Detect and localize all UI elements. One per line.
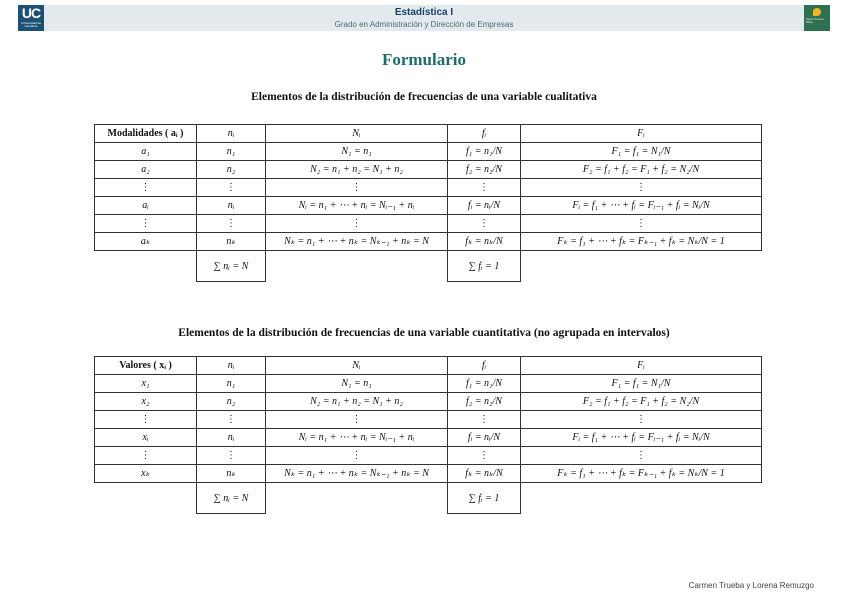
sum-f-cell: ∑ fᵢ = 1 [448, 251, 521, 282]
table-cell: F₁ = f₁ = N₁/N [521, 375, 762, 393]
ellipsis-cell: ⋮ [448, 411, 521, 429]
table-cell: f₂ = n₂/N [448, 393, 521, 411]
table-row [95, 161, 762, 179]
ellipsis-cell: ⋮ [95, 179, 197, 197]
quantitative-table [94, 356, 762, 514]
ellipsis-cell: ⋮ [521, 411, 762, 429]
header-cell: Fᵢ [521, 357, 762, 375]
leaf-icon [813, 8, 821, 16]
table-cell: xₖ [95, 465, 197, 483]
table-cell: n₁ [197, 375, 266, 393]
header-bar [18, 5, 830, 31]
ellipsis-cell: ⋮ [197, 411, 266, 429]
header-cell: Fᵢ [521, 125, 762, 143]
ellipsis-cell: ⋮ [266, 447, 448, 465]
table-cell: N₁ = n₁ [266, 375, 448, 393]
header-cell: Modalidades ( aᵢ ) [95, 125, 197, 143]
ellipsis-cell: ⋮ [448, 215, 521, 233]
ellipsis-cell: ⋮ [266, 411, 448, 429]
table-cell: F₂ = f₁ + f₂ = F₁ + f₂ = N₂/N [521, 393, 762, 411]
ellipsis-cell: ⋮ [521, 215, 762, 233]
sum-f-cell: ∑ fᵢ = 1 [448, 483, 521, 514]
table-row [95, 179, 762, 197]
footer-authors: Carmen Trueba y Lorena Remuzgo [688, 581, 814, 590]
uc-logo: UC Universidad de Cantabria [18, 5, 44, 31]
table-cell: Fₖ = f₁ + ⋯ + fₖ = Fₖ₋₁ + fₖ = Nₖ/N = 1 [521, 465, 762, 483]
table-row [95, 411, 762, 429]
page-title: Formulario [381, 50, 467, 69]
table-row [95, 143, 762, 161]
table-cell: Nₖ = n₁ + ⋯ + nₖ = Nₖ₋₁ + nₖ = N [266, 465, 448, 483]
ellipsis-cell: ⋮ [197, 179, 266, 197]
ellipsis-cell: ⋮ [95, 215, 197, 233]
table-row [95, 215, 762, 233]
ellipsis-cell: ⋮ [266, 179, 448, 197]
ellipsis-cell: ⋮ [95, 411, 197, 429]
header-cell: Nᵢ [266, 357, 448, 375]
table-cell: n₂ [197, 161, 266, 179]
table-cell: n₂ [197, 393, 266, 411]
table-cell: aₖ [95, 233, 197, 251]
table-cell: n₁ [197, 143, 266, 161]
table-cell: nₖ [197, 465, 266, 483]
table-header-row [95, 357, 762, 375]
header-cell: fᵢ [448, 125, 521, 143]
table-header-row [95, 125, 762, 143]
table-cell: N₁ = n₁ [266, 143, 448, 161]
table-cell: N₂ = n₁ + n₂ = N₁ + n₂ [266, 161, 448, 179]
table-cell: fᵢ = nᵢ/N [448, 197, 521, 215]
header-cell: nᵢ [197, 125, 266, 143]
table-cell: f₁ = n₁/N [448, 143, 521, 161]
table-cell: a₁ [95, 143, 197, 161]
ellipsis-cell: ⋮ [95, 447, 197, 465]
quantitative-section-title: Elementos de la distribución de frecuencias de una variable cuantitativa (no agrupada en intervalos) [178, 327, 670, 339]
qualitative-section-title: Elementos de la distribución de frecuencias de una variable cualitativa [251, 91, 597, 103]
ellipsis-cell: ⋮ [197, 215, 266, 233]
table-cell: Nᵢ = n₁ + ⋯ + nᵢ = Nᵢ₋₁ + nᵢ [266, 197, 448, 215]
table-cell: nᵢ [197, 197, 266, 215]
table-row [95, 465, 762, 483]
table-cell: Fᵢ = f₁ + ⋯ + fᵢ = Fᵢ₋₁ + fᵢ = Nᵢ/N [521, 429, 762, 447]
table-cell: aᵢ [95, 197, 197, 215]
table-row [95, 447, 762, 465]
sum-row [95, 251, 762, 282]
table-cell: a₂ [95, 161, 197, 179]
ellipsis-cell: ⋮ [448, 179, 521, 197]
table-cell: nₖ [197, 233, 266, 251]
ellipsis-cell: ⋮ [266, 215, 448, 233]
table-row [95, 233, 762, 251]
sum-n-cell: ∑ nᵢ = N [197, 483, 266, 514]
header-cell: nᵢ [197, 357, 266, 375]
sum-n-cell: ∑ nᵢ = N [197, 251, 266, 282]
qualitative-table [94, 124, 762, 282]
table-row [95, 429, 762, 447]
table-row [95, 375, 762, 393]
ocw-logo: Open Course Ware [804, 5, 830, 31]
course-title: Estadística I [394, 7, 454, 18]
header-cell: Nᵢ [266, 125, 448, 143]
course-subtitle: Grado en Administración y Dirección de Empresas [334, 20, 514, 29]
table-cell: F₁ = f₁ = N₁/N [521, 143, 762, 161]
table-cell: xᵢ [95, 429, 197, 447]
table-cell: x₂ [95, 393, 197, 411]
table-cell: Fᵢ = f₁ + ⋯ + fᵢ = Fᵢ₋₁ + fᵢ = Nᵢ/N [521, 197, 762, 215]
table-cell: Nᵢ = n₁ + ⋯ + nᵢ = Nᵢ₋₁ + nᵢ [266, 429, 448, 447]
table-cell: x₁ [95, 375, 197, 393]
table-row [95, 393, 762, 411]
ellipsis-cell: ⋮ [448, 447, 521, 465]
ellipsis-cell: ⋮ [197, 447, 266, 465]
table-cell: fᵢ = nᵢ/N [448, 429, 521, 447]
ellipsis-cell: ⋮ [521, 447, 762, 465]
table-cell: f₂ = n₂/N [448, 161, 521, 179]
header-cell: fᵢ [448, 357, 521, 375]
ellipsis-cell: ⋮ [521, 179, 762, 197]
table-row [95, 197, 762, 215]
table-cell: Fₖ = f₁ + ⋯ + fₖ = Fₖ₋₁ + fₖ = Nₖ/N = 1 [521, 233, 762, 251]
table-cell: fₖ = nₖ/N [448, 465, 521, 483]
header-cell: Valores ( xᵢ ) [95, 357, 197, 375]
table-cell: F₂ = f₁ + f₂ = F₁ + f₂ = N₂/N [521, 161, 762, 179]
sum-row [95, 483, 762, 514]
table-cell: fₖ = nₖ/N [448, 233, 521, 251]
table-cell: Nₖ = n₁ + ⋯ + nₖ = Nₖ₋₁ + nₖ = N [266, 233, 448, 251]
table-cell: N₂ = n₁ + n₂ = N₁ + n₂ [266, 393, 448, 411]
table-cell: f₁ = n₁/N [448, 375, 521, 393]
table-cell: nᵢ [197, 429, 266, 447]
